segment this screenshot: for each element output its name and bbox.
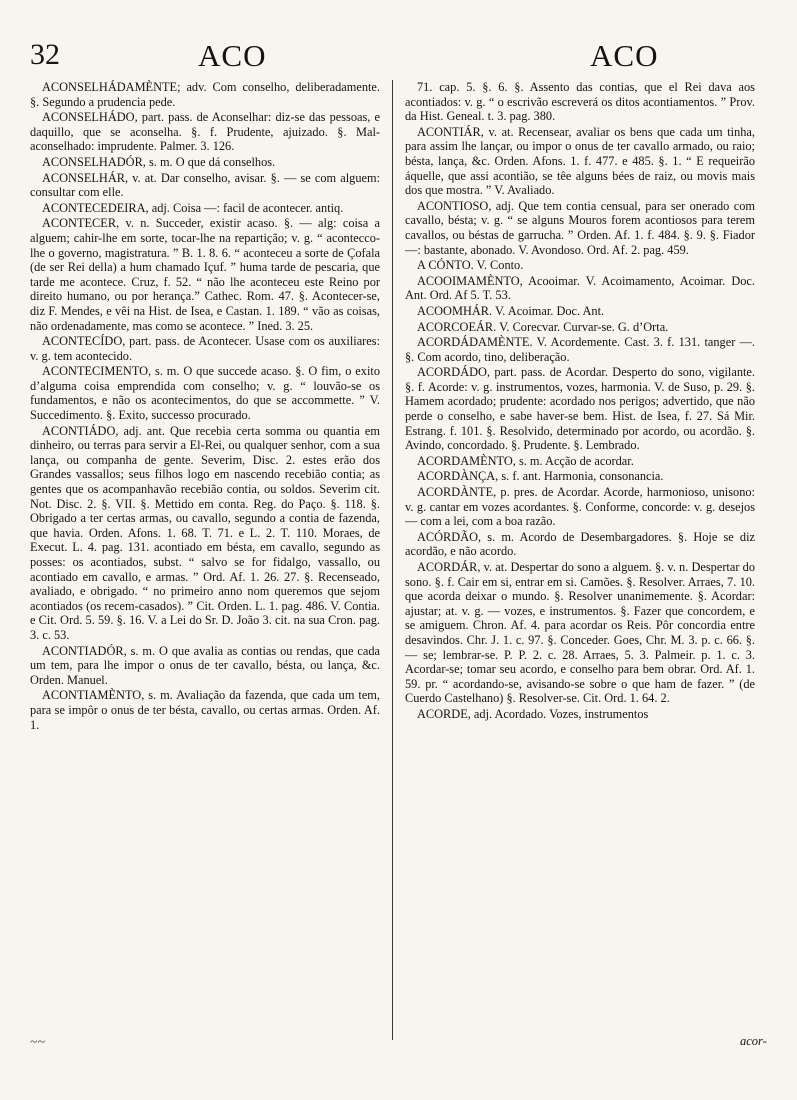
entry-acontioso: ACONTIOSO, adj. Que tem contia censual, para ser onerado com cavallo, bésta; v. g. “ se alguns Mouros forem acontiosos para terem cavallos, ou béstas de garrucha. ” Orden. Af. 1. f. 484. §. 9. §. Fiador —: bastante, abonado. V. Avondoso. Ord. Af. 2. pag. 459. xyxy=(405,198,755,257)
entry-acontecido: ACONTECÍDO, part. pass. de Acontecer. Usase com os auxiliares: v. g. tem acontecido. xyxy=(30,334,380,363)
entry-acordao: ACÓRDÃO, s. m. Acordo de Desembargadores. §. Hoje se diz acordão, e não acordo. xyxy=(405,529,755,559)
column-divider xyxy=(392,80,393,1040)
page-header xyxy=(30,38,767,86)
entry-aconselhadamente: ACONSELHÁDAMÈNTE; adv. Com conselho, deliberadamente. §. Segundo a prudencia pede. xyxy=(30,80,380,109)
entry-acorde: ACORDE, adj. Acordado. Vozes, instrumentos xyxy=(417,706,649,721)
entry-acoomhar: ACOOMHÁR. V. Acoimar. Doc. Ant. xyxy=(417,303,605,318)
right-column xyxy=(405,80,755,723)
catchword: acor- xyxy=(740,1034,767,1048)
entry-acordamento: ACORDAMÈNTO, s. m. Acção de acordar. xyxy=(417,453,634,468)
entry-a-conto: A CÓNTO. V. Conto. xyxy=(417,258,524,273)
entry-aconselhador: ACONSELHADÓR, s. m. O que dá conselhos. xyxy=(42,154,276,169)
entry-aconselhado: ACONSELHÁDO, part. pass. de Aconselhar: diz-se das pessoas, e daquillo, que se aconselha. §. f. Prudente, ajuizado. §. Mal-aconselhado: imprudente. Palmer. 3. 126. xyxy=(30,110,380,154)
entry-acontecer: ACONTECER, v. n. Succeder, existir acaso. §. — alg: coisa a alguem; cahir-lhe em sorte, tocar-lhe na repartição; v. g. “ acontecco-lhe o governo, magistratura. ” B. 1. 8. 6. “ aconteceu a sorte de Çofala (de ser Rei della) a hum chamado Içuf. ” huma tarde de pescaria, que tarde me acontece. Cruz, f. 52. “ não lhe aconteceu este Reino por direito humano, ou por herança.” Cathec. Rom. 47. §. Acontecer-se, diz F. Mendes, e vêi na Hist. de Isea, e Castan. 1. 189. “ vão as coisas, não ordenadamente, mas como se acontece. ” Ined. 3. 25. xyxy=(30,216,380,333)
entry-acorcoear: ACORCOEÁR. V. Corecvar. Curvar-se. G. d’Orta. xyxy=(417,319,669,334)
entry-acontiamento-cont: 71. cap. 5. §. 6. §. Assento das contias, que el Rei dava aos acontiados: v. g. “ o escrivão escreverá os ditos acontiamentos. ” Prov. da Hist. Geneal. t. 3. pag. 380. xyxy=(405,80,755,124)
entry-acontiado: ACONTIÁDO, adj. ant. Que recebia certa somma ou quantia em dinheiro, ou terras para servir a El-Rei, ou qualquer senhor, com a sua lança, ou companha de gente. Severim, Disc. 2. estes erão dos Grandes vassallos; seus filhos logo em nascendo recebião contia; as gentes que os acompanhavão recebião contia, ou soldos. Severim cit. Not. Disc. 2. §. VII. §. Mettido em conta. Reg. do Paço. §. 118. §. Obrigado a ter certas armas, ou cavallo, segundo a contia de fazenda, que havia. Orden. Afons. 1. 68. T. 71. e L. 2. T. 110. Moraes, de Execut. L. 4. pag. 131. acontiado em bésta, em cavallo, segundo as posses: os acontiados, subst. “ salvo se for fidalgo, vassallo, ou acontiado em cavallo, e armas. ” Ord. Af. 1. 26. 27. §. Recenseado, avaliado, e obrigado. “ no primeiro anno nom queremos que sejom acontiados (os recem-casados). ” Cit. Orden. L. 1. pag. 486. V. Contia. e Cit. Ord. 5. 59. §. 16. V. a Lei do Sr. D. João 3. cit. na sua Cron. pag. 3. c. 53. xyxy=(30,423,380,642)
entry-acordante: ACORDÀNTE, p. pres. de Acordar. Acorde, harmonioso, unisono: v. g. cantar em vozes acordantes. §. Conforme, concorde: v. g. desejos — com a lei, com a boa razão. xyxy=(405,485,755,529)
left-column xyxy=(30,80,380,733)
entry-acontiamento: ACONTIAMÈNTO, s. m. Avaliação da fazenda, que cada um tem, para se impôr o onus de ter bésta, cavallo, ou certas armas. Orden. Af. 1. xyxy=(30,688,380,732)
footer-mark: ~~ xyxy=(30,1035,46,1050)
entry-acordadamente: ACORDÁDAMÈNTE. V. Acordemente. Cast. 3. f. 131. tanger —. §. Com acordo, tino, deliberação. xyxy=(405,335,755,364)
running-headword-right: ACO xyxy=(590,38,659,73)
entry-acontiador: ACONTIADÓR, s. m. O que avalia as contias ou rendas, que cada um tem, para lhe impor o onus de ter cavallo, bésta, ou lança, &c. Orden. Manuel. xyxy=(30,643,380,687)
entry-acooimamento: ACOOIMAMÈNTO, Acooimar. V. Acoimamento, Acoimar. Doc. Ant. Ord. Af 5. T. 53. xyxy=(405,273,755,303)
entry-aconselhar: ACONSELHÁR, v. at. Dar conselho, avisar. §. — se com alguem: consultar com elle. xyxy=(30,170,380,200)
entry-acordanca: ACORDÀNÇA, s. f. ant. Harmonia, consonancia. xyxy=(417,469,664,484)
entry-acordar: ACORDÁR, v. at. Despertar do sono a alguem. §. v. n. Despertar do sono. §. f. Cair em si, entrar em si. Camões. §. Resolver. Arraes, 7. 10. que acorda deixar o mundo. §. Resolver unanimemente. §. Acordar: ajustar; at. v. g. — vozes, e instrumentos. §. Fazer que concordem, e se amiguem. Chron. Af. 4. para acordar os Reis. Pôr concordia entre desavindos. Chr. J. 1. c. 97. §. Conceder. Goes, Chr. M. 3. p. c. 66. §. — se; lembrar-se. P. P. 2. c. 28. Arraes, 5. 3. Palmeir. p. 1. c. 3. Acordar-se; tomar seu acordo, e conselho para bem obrar. Ord. Af. 1. 59. pr. “ acordando-se, avisando-se sobre o que ham de fazer. ” (de Cuerdo Castelhano) §. Resolver-se. Cit. Ord. 1. 64. 2. xyxy=(405,560,755,706)
entry-acontiar: ACONTIÁR, v. at. Recensear, avaliar os bens que cada um tinha, para assim lhe lançar, ou impor o onus de ter cavallo armado, ou raio; bésta, lança, &c. Orden. Afons. 1. f. 477. e 485. §. 1. “ E requeirão áquelle, que assi acontião, se têe alguns bées de raiz, ou movis mais dos que mostra. ” V. Avaliado. xyxy=(405,124,755,198)
entry-acontecimento: ACONTECIMENTO, s. m. O que succede acaso. §. O fim, o exito d’alguma coisa emprendida com conselho; v. g. “ louvão-se os fundamentos, e não os acontecimentos, do que se accommette. ” V. Succedimento. §. Exito, successo procurado. xyxy=(30,364,380,423)
running-headword-left: ACO xyxy=(198,38,267,73)
page-number: 32 xyxy=(30,38,60,71)
entry-acontecedeira: ACONTECEDEIRA, adj. Coisa —: facil de acontecer. antiq. xyxy=(42,200,344,215)
entry-acordado: ACORDÁDO, part. pass. de Acordar. Desperto do sono, vigilante. §. f. Acorde: v. g. instrumentos, vozes, harmonia. V. de Suso, p. 29. §. Hamem acordado; prudente: acordado nos perigos; advertido, que não perde o conselho, e sabe haver-se bem. Hist. de Isea, f. 27. Sá Mir. Estrang. f. 101. §. Resolvido, determinado por acordo, ou acordão. §. Avindo, concordado. §. Prudente. §. Lembrado. xyxy=(405,365,755,453)
